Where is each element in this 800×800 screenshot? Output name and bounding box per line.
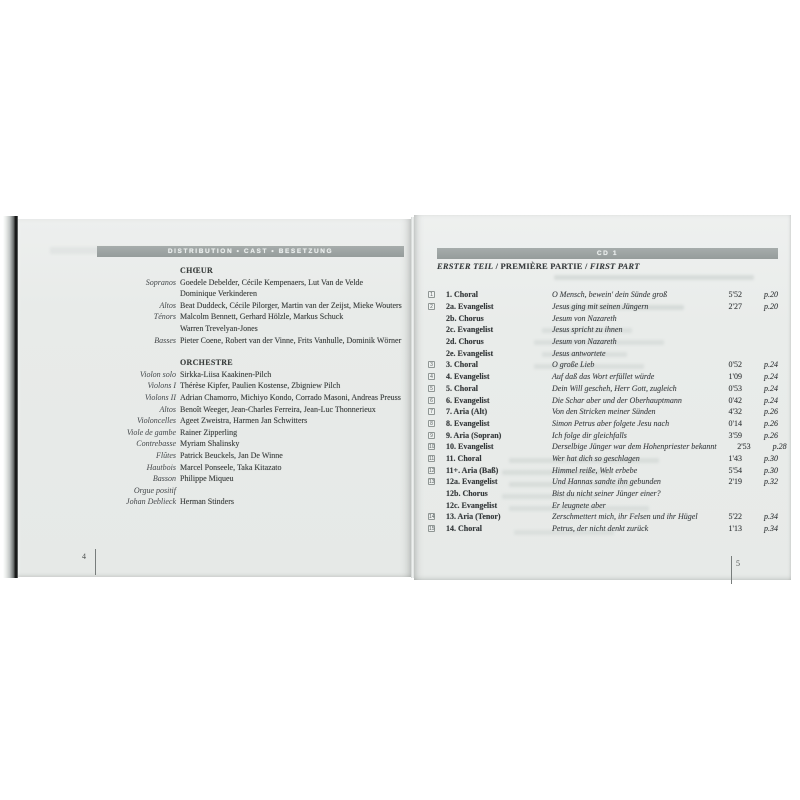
track-page-ref: p.26: [764, 418, 778, 428]
track-name: 3. Choral: [446, 360, 478, 370]
cast-row: [18, 311, 411, 323]
track-number-box: 3: [428, 361, 435, 368]
cast-role-label: Violon solo: [139, 369, 176, 379]
cast-role-label: Violons II: [144, 392, 176, 402]
track-page-ref: p.34: [764, 512, 778, 522]
cast-row: [18, 380, 411, 392]
track-title: Bist du nicht seiner Jünger einer?: [552, 489, 661, 499]
track-name: 14. Choral: [446, 524, 482, 534]
track-duration: 5'22: [728, 512, 742, 522]
cast-role-label: Basses: [154, 335, 176, 345]
track-page-ref: p.30: [764, 465, 778, 475]
right-page-number: 5: [736, 559, 740, 568]
cast-row: [18, 462, 411, 474]
track-name: 12a. Evangelist: [446, 477, 498, 487]
track-duration: 5'52: [728, 290, 742, 300]
cast-row: [18, 277, 411, 289]
cast-role-label: Sopranos: [145, 277, 176, 287]
track-row: [414, 394, 791, 406]
track-name: 6. Evangelist: [446, 395, 490, 405]
track-duration: 1'43: [728, 453, 742, 463]
part-title: [437, 261, 640, 271]
cast-role-label: Violons I: [147, 381, 176, 391]
track-page-ref: p.30: [764, 453, 778, 463]
track-number-box: [428, 326, 435, 333]
track-duration: 2'19: [728, 477, 742, 487]
track-page-ref: p.24: [764, 383, 778, 393]
cast-role-label: Altos: [159, 300, 176, 310]
cast-role-label: Basson: [152, 474, 176, 484]
cast-names: Malcolm Bennett, Gerhard Hölzle, Markus Schuck: [180, 312, 344, 322]
track-duration: 0'42: [728, 395, 742, 405]
track-name: 2e. Evangelist: [446, 348, 494, 358]
track-title: Dein Will gescheh, Herr Gott, zugleich: [552, 383, 677, 393]
cast-names: Rainer Zipperling: [180, 427, 238, 437]
track-page-ref: p.28: [772, 442, 787, 452]
cast-role-label: Viole de gambe: [126, 427, 176, 437]
track-page-ref: p.26: [764, 430, 778, 440]
track-title: Derselbige Jünger war dem Hohenpriester bekannt: [552, 442, 717, 452]
track-row: [414, 499, 791, 511]
left-page: [18, 219, 411, 577]
cast-role-label: [18, 265, 180, 277]
track-page-ref: p.34: [764, 524, 778, 534]
cast-role-label: [18, 357, 180, 369]
cast-names: Benoît Weeger, Jean-Charles Ferreira, Jean-Luc Thonnerieux: [180, 404, 376, 414]
track-name: 2b. Chorus: [446, 313, 484, 323]
cast-names: Goedele Debelder, Cécile Kempenaers, Lut Van de Velde: [180, 277, 364, 287]
cast-role-label: Contrebasse: [136, 439, 176, 449]
cast-listing: [18, 265, 411, 508]
part-title-german: ERSTER TEIL: [437, 261, 494, 271]
cast-row: [18, 265, 411, 277]
track-duration: 4'32: [728, 407, 742, 417]
track-page-ref: p.24: [764, 360, 778, 370]
cast-role-label: Orgue positif: [133, 485, 176, 495]
track-name: 7. Aria (Alt): [446, 407, 488, 417]
cast-row: [18, 369, 411, 381]
track-number-box: 15: [429, 526, 435, 533]
cast-role-label: Hautbois: [146, 462, 176, 472]
track-name: 11. Choral: [446, 453, 482, 463]
cast-names: Adrian Chamorro, Michiyo Kondo, Corrado Masoni, Andreas Preuss: [180, 392, 401, 402]
cast-row: [18, 404, 411, 416]
cast-names: Sirkka-Liisa Kaakinen-Pilch: [180, 369, 272, 379]
cast-row: [18, 496, 411, 508]
track-number-box: 2: [428, 303, 435, 310]
cast-names: Myriam Shalinsky: [180, 439, 240, 449]
track-title: Jesum von Nazareth: [552, 337, 617, 347]
track-duration: 5'54: [728, 465, 742, 475]
track-title: Und Hannas sandte ihn gebunden: [552, 477, 661, 487]
track-name: 13. Aria (Tenor): [446, 512, 501, 522]
track-title: Jesus spricht zu ihnen: [552, 325, 623, 335]
right-header-bar: [437, 248, 778, 259]
track-name: 12c. Evangelist: [446, 500, 498, 510]
track-number-box: 11: [429, 455, 435, 462]
booklet-spine-edge: [3, 216, 18, 578]
cast-names: Beat Duddeck, Cécile Pilorger, Martin van der Zeijst, Mieke Wouters: [180, 300, 402, 310]
cast-role-label: [18, 323, 180, 335]
cast-names: Ageet Zweistra, Harmen Jan Schwitters: [180, 416, 308, 426]
track-name: 5. Choral: [446, 383, 478, 393]
track-duration: 2'27: [728, 302, 742, 312]
cast-row: [18, 300, 411, 312]
left-page-number: 4: [82, 552, 86, 561]
cast-role-label: [18, 288, 180, 300]
cast-row: [18, 485, 411, 497]
track-row: [414, 289, 791, 301]
cast-names: Warren Trevelyan-Jones: [180, 323, 258, 333]
track-row: [414, 441, 791, 453]
track-name: 2d. Chorus: [446, 337, 484, 347]
right-page-content: [414, 215, 791, 580]
track-title: Zerschmettert mich, ihr Felsen und ihr Hügel: [552, 512, 698, 522]
track-title: Simon Petrus aber folgete Jesu nach: [552, 418, 670, 428]
track-number-box: 6: [428, 397, 435, 404]
track-row: [414, 301, 791, 313]
track-list: [414, 289, 791, 534]
track-duration: 0'53: [728, 383, 742, 393]
track-number-box: 8: [428, 420, 435, 427]
cast-row: [18, 450, 411, 462]
track-row: [414, 347, 791, 359]
cd-label: CD 1: [596, 250, 619, 257]
track-row: [414, 418, 791, 430]
cast-row: [18, 392, 411, 404]
track-title: Er leugnete aber: [552, 500, 606, 510]
cast-row: [18, 427, 411, 439]
cast-row: [18, 335, 411, 347]
track-number-box: 14: [429, 514, 435, 521]
cast-row: [18, 473, 411, 485]
right-page: [414, 215, 791, 580]
track-row: [414, 464, 791, 476]
track-title: Ich folge dir gleichfalls: [552, 430, 627, 440]
track-row: [414, 312, 791, 324]
left-folio-rule: [95, 549, 96, 575]
cast-role-label: Ténors: [153, 312, 176, 322]
track-page-ref: p.20: [764, 302, 778, 312]
track-title: Petrus, der nicht denkt zurück: [552, 524, 649, 534]
track-name: 2c. Evangelist: [446, 325, 494, 335]
track-number-box: 9: [428, 432, 435, 439]
left-header-bar: [97, 246, 404, 257]
track-number-box: [428, 490, 435, 497]
track-page-ref: p.20: [764, 290, 778, 300]
cast-role-label: Altos: [159, 404, 176, 414]
track-title: Wer hat dich so geschlagen: [552, 453, 640, 463]
cast-group-title: CHŒUR: [180, 266, 214, 275]
track-number-box: 12: [429, 467, 435, 474]
part-title-separator: /: [582, 261, 590, 271]
track-duration: 0'14: [728, 418, 742, 428]
track-row: [414, 476, 791, 488]
track-duration: 1'09: [728, 372, 742, 382]
track-number-box: 1: [428, 291, 435, 298]
cast-group-title: ORCHESTRE: [180, 358, 233, 368]
track-number-box: 10: [429, 444, 435, 451]
track-name: 11+. Aria (Baß): [446, 465, 499, 475]
track-row: [414, 429, 791, 441]
cast-row: [18, 357, 411, 369]
part-title-english: FIRST PART: [589, 261, 640, 271]
track-number-box: [428, 315, 435, 322]
track-row: [414, 383, 791, 395]
cast-names: Philippe Miqueu: [180, 474, 234, 484]
cast-row: [18, 288, 411, 300]
left-page-content: [18, 219, 411, 577]
track-page-ref: p.32: [764, 477, 778, 487]
track-name: 1. Choral: [446, 290, 478, 300]
track-title: Von den Stricken meiner Sünden: [552, 407, 656, 417]
right-folio-rule: [731, 556, 732, 584]
track-page-ref: p.24: [764, 395, 778, 405]
track-duration: 2'53: [737, 442, 751, 452]
track-row: [414, 511, 791, 523]
track-row: [414, 359, 791, 371]
track-name: 2a. Evangelist: [446, 302, 494, 312]
track-name: 4. Evangelist: [446, 372, 490, 382]
track-name: 12b. Chorus: [446, 489, 488, 499]
track-number-box: 13: [429, 479, 435, 486]
cast-names: Patrick Beuckels, Jan De Winne: [180, 450, 283, 460]
cast-row: [18, 323, 411, 335]
track-title: Jesus ging mit seinen Jüngern: [552, 302, 649, 312]
track-title: Jesum von Nazareth: [552, 313, 617, 323]
track-row: [414, 371, 791, 383]
track-duration: 1'13: [728, 524, 742, 534]
cast-role-label: Flûtes: [156, 450, 176, 460]
part-title-separator: /: [493, 261, 501, 271]
track-duration: 3'59: [728, 430, 742, 440]
cast-role-label: Johan Deblieck: [126, 497, 176, 507]
track-number-box: [428, 350, 435, 357]
cast-names: Pieter Coene, Robert van der Vinne, Frits Vanhulle, Dominik Wörner: [180, 335, 402, 345]
track-duration: 0'52: [728, 360, 742, 370]
cast-role-label: Violoncelles: [137, 416, 176, 426]
track-page-ref: p.26: [764, 407, 778, 417]
track-row: [414, 523, 791, 535]
track-title: Die Schar aber und der Oberhauptmann: [552, 395, 682, 405]
track-row: [414, 406, 791, 418]
track-row: [414, 324, 791, 336]
track-row: [414, 336, 791, 348]
part-title-french: PREMIÈRE PARTIE: [500, 261, 583, 271]
cast-row: [18, 438, 411, 450]
bleed-through-smudge: [554, 275, 754, 280]
track-number-box: 5: [428, 385, 435, 392]
track-number-box: 4: [428, 373, 435, 380]
track-number-box: 7: [428, 408, 435, 415]
cast-names: Herman Stinders: [180, 497, 234, 507]
track-name: 8. Evangelist: [446, 418, 490, 428]
track-name: 9. Aria (Sopran): [446, 430, 502, 440]
track-row: [414, 488, 791, 500]
track-row: [414, 453, 791, 465]
cast-names: Dominique Verkinderen: [180, 289, 257, 299]
cast-names: Thérèse Kipfer, Paulien Kostense, Zbigniew Pilch: [180, 381, 341, 391]
track-page-ref: p.24: [764, 372, 778, 382]
cast-row: [18, 415, 411, 427]
cast-names: Marcel Ponseele, Taka Kitazato: [180, 462, 282, 472]
track-name: 10. Evangelist: [446, 442, 494, 452]
track-title: O große Lieb: [552, 360, 595, 370]
left-header-title: DISTRIBUTION • CAST • BESETZUNG: [167, 248, 334, 255]
track-title: O Mensch, bewein' dein Sünde groß: [552, 290, 668, 300]
track-title: Auf daß das Wort erfüllet würde: [552, 372, 655, 382]
track-number-box: [428, 502, 435, 509]
track-title: Himmel reiße, Welt erbebe: [552, 465, 638, 475]
track-number-box: [428, 338, 435, 345]
track-title: Jesus antwortete: [552, 348, 606, 358]
